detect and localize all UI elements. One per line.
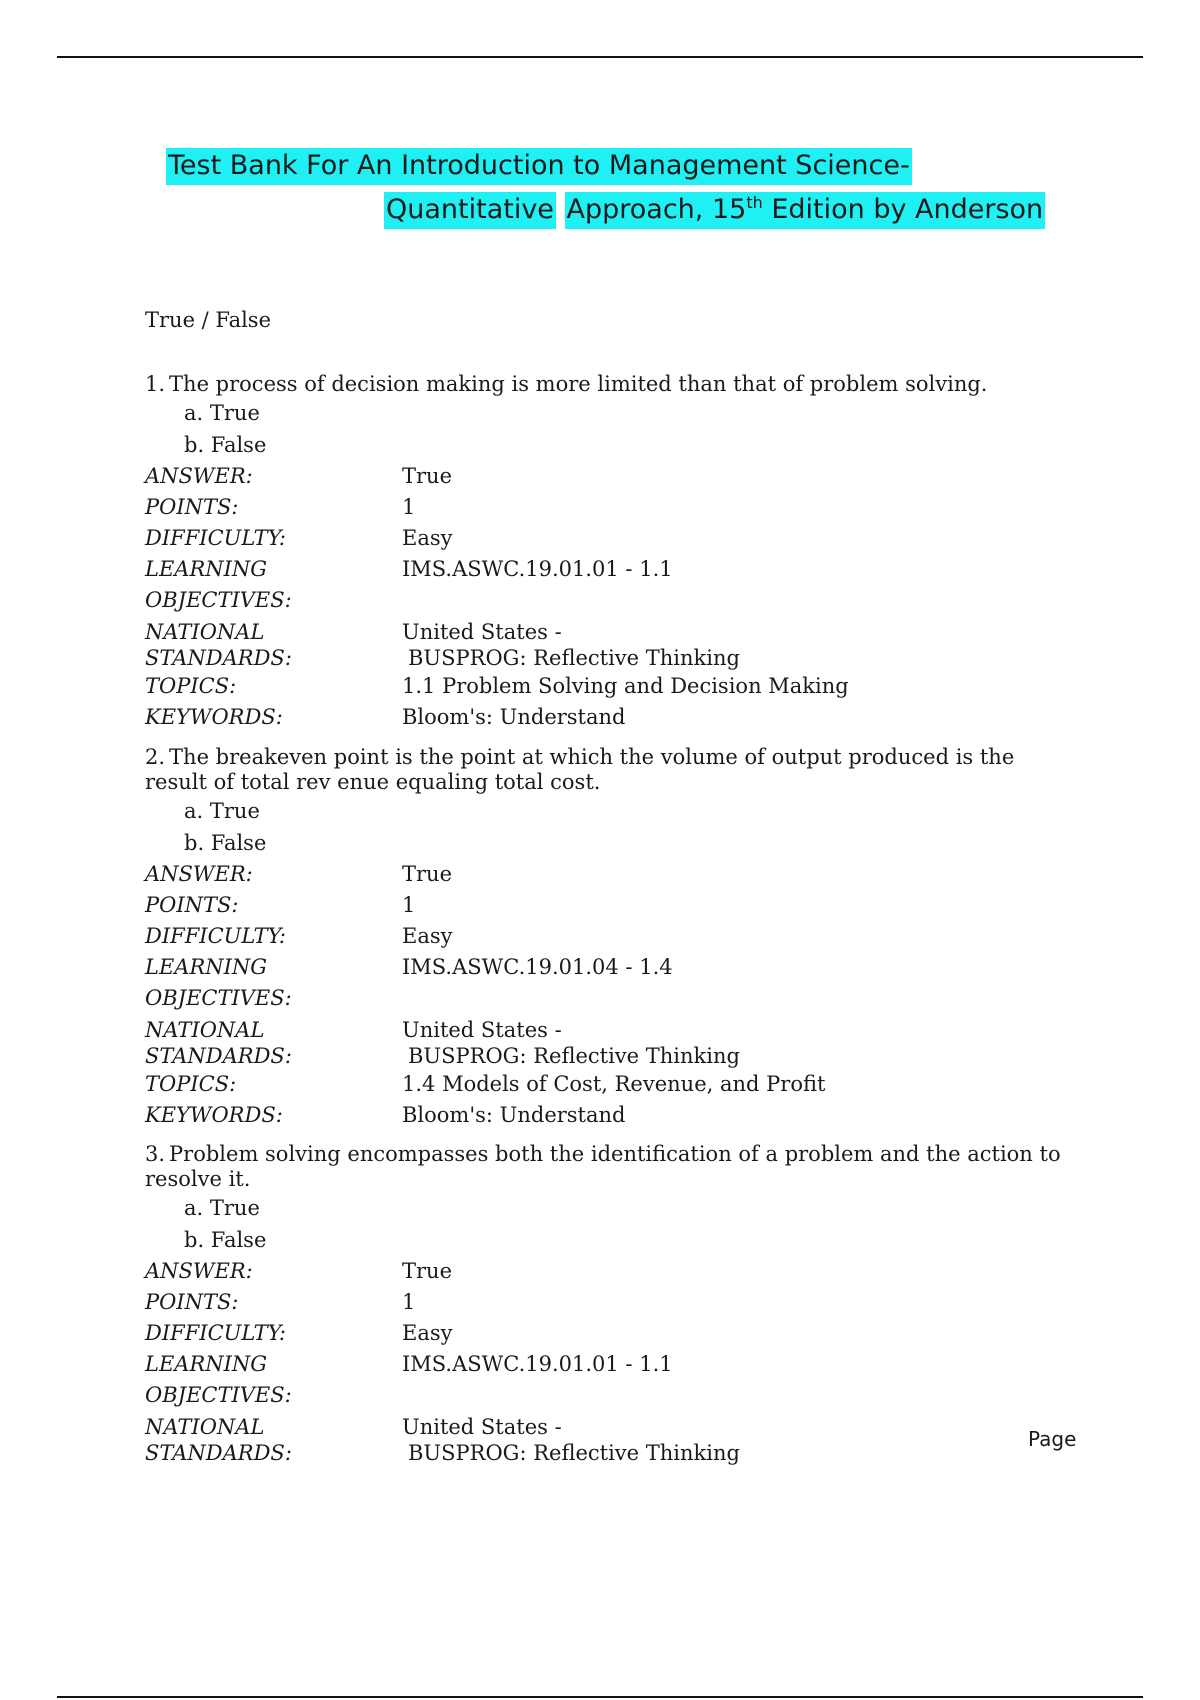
question-text: [145, 1142, 1080, 1192]
topics-value: 1.1 Problem Solving and Decision Making: [402, 674, 849, 698]
meta-row-keywords: [145, 1100, 1080, 1131]
meta-key: POINTS:: [145, 1290, 239, 1314]
points-value: 1: [402, 893, 416, 917]
question-1: [145, 372, 1080, 733]
points-value: 1: [402, 495, 416, 519]
title-highlight: [565, 192, 1046, 229]
meta-key: DIFFICULTY:: [145, 526, 286, 550]
title-text: Edition by Anderson: [762, 194, 1044, 225]
meta-row-keywords: [145, 702, 1080, 733]
meta-row-points: [145, 890, 1080, 921]
answer-value: True: [402, 464, 452, 488]
points-value: 1: [402, 1290, 416, 1314]
question-prompt: The breakeven point is the point at which the volume of output produced is the result of total rev enue equaling total cost.: [145, 745, 1015, 794]
national-standards-value: [402, 619, 1080, 671]
title-superscript: th: [746, 193, 763, 212]
meta-key: TOPICS:: [145, 1072, 237, 1096]
meta-row-points: [145, 1287, 1080, 1318]
answer-value: True: [402, 1259, 452, 1283]
difficulty-value: Easy: [402, 924, 453, 948]
meta-key: ANSWER:: [145, 1259, 253, 1283]
national-standards-value: [402, 1017, 1080, 1069]
national-standards-line: United States -: [402, 1018, 562, 1042]
national-standards-line: United States -: [402, 1415, 562, 1439]
document-title-line-1: [166, 147, 912, 185]
meta-key: NATIONAL STANDARDS:: [145, 1415, 292, 1465]
national-standards-line: BUSPROG: Reflective Thinking: [408, 1044, 740, 1068]
question-number: 2.: [145, 745, 166, 769]
meta-key: TOPICS:: [145, 674, 237, 698]
national-standards-line: BUSPROG: Reflective Thinking: [408, 1441, 740, 1465]
meta-row-learning-objectives: [145, 554, 1080, 616]
option-a: a. True: [184, 401, 260, 425]
question-text: [145, 745, 1080, 795]
national-standards-line: BUSPROG: Reflective Thinking: [408, 646, 740, 670]
section-label: True / False: [145, 308, 272, 332]
meta-key: KEYWORDS:: [145, 705, 283, 729]
meta-row-national-standards: [145, 1411, 1080, 1466]
option-b: b. False: [184, 831, 267, 855]
meta-key: KEYWORDS:: [145, 1103, 283, 1127]
page-label: Page: [1028, 1427, 1077, 1451]
question-2: [145, 745, 1080, 1131]
topics-value: 1.4 Models of Cost, Revenue, and Profit: [402, 1072, 826, 1096]
question-prompt: Problem solving encompasses both the identification of a problem and the action to resolve it.: [145, 1142, 1061, 1191]
option-b: b. False: [184, 433, 267, 457]
meta-key: LEARNING OBJECTIVES:: [145, 955, 292, 1010]
keywords-value: Bloom's: Understand: [402, 705, 626, 729]
meta-key: DIFFICULTY:: [145, 924, 286, 948]
keywords-value: Bloom's: Understand: [402, 1103, 626, 1127]
meta-row-answer: [145, 1256, 1080, 1287]
national-standards-value: [402, 1414, 1080, 1466]
meta-key: NATIONAL STANDARDS:: [145, 620, 292, 670]
meta-key: DIFFICULTY:: [145, 1321, 286, 1345]
difficulty-value: Easy: [402, 1321, 453, 1345]
meta-key: NATIONAL STANDARDS:: [145, 1018, 292, 1068]
bottom-rule: [57, 1696, 1143, 1698]
meta-key: POINTS:: [145, 893, 239, 917]
meta-key: ANSWER:: [145, 464, 253, 488]
document-title-line-2: [384, 191, 1045, 229]
title-highlight: Test Bank For An Introduction to Management Science-: [166, 148, 912, 185]
top-rule: [57, 56, 1143, 58]
meta-row-difficulty: [145, 523, 1080, 554]
option-b: b. False: [184, 1228, 267, 1252]
answer-value: True: [402, 862, 452, 886]
meta-row-learning-objectives: [145, 952, 1080, 1014]
meta-row-difficulty: [145, 921, 1080, 952]
meta-key: LEARNING OBJECTIVES:: [145, 1352, 292, 1407]
meta-key: POINTS:: [145, 495, 239, 519]
learning-objectives-value: IMS.ASWC.19.01.04 - 1.4: [402, 955, 673, 979]
option-a: a. True: [184, 1196, 260, 1220]
question-3: [145, 1142, 1080, 1466]
difficulty-value: Easy: [402, 526, 453, 550]
meta-row-difficulty: [145, 1318, 1080, 1349]
meta-key: LEARNING OBJECTIVES:: [145, 557, 292, 612]
meta-row-answer: [145, 859, 1080, 890]
learning-objectives-value: IMS.ASWC.19.01.01 - 1.1: [402, 1352, 673, 1376]
question-prompt: The process of decision making is more limited than that of problem solving.: [169, 372, 988, 396]
meta-row-answer: [145, 461, 1080, 492]
option-a: a. True: [184, 799, 260, 823]
meta-row-topics: [145, 671, 1080, 702]
question-number: 1.: [145, 372, 166, 396]
meta-row-topics: [145, 1069, 1080, 1100]
title-text: Approach, 15: [566, 194, 747, 225]
question-number: 3.: [145, 1142, 166, 1166]
meta-row-national-standards: [145, 616, 1080, 671]
meta-row-points: [145, 492, 1080, 523]
meta-key: ANSWER:: [145, 862, 253, 886]
learning-objectives-value: IMS.ASWC.19.01.01 - 1.1: [402, 557, 673, 581]
meta-row-learning-objectives: [145, 1349, 1080, 1411]
question-text: [145, 372, 1080, 397]
national-standards-line: United States -: [402, 620, 562, 644]
meta-row-national-standards: [145, 1014, 1080, 1069]
title-highlight: Quantitative: [384, 192, 556, 229]
